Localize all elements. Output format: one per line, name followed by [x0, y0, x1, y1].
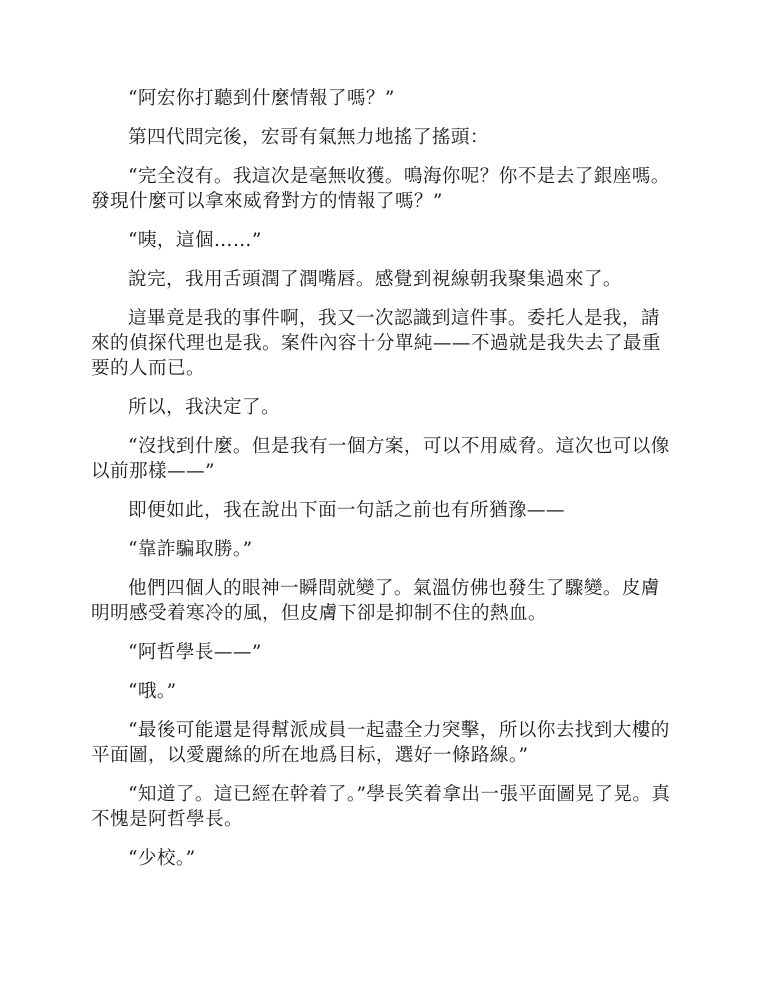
- paragraph: “沒找到什麼。但是我有一個方案，可以不用威脅。這次也可以像以前那樣——”: [91, 436, 670, 482]
- paragraph: “阿哲學長——”: [128, 642, 262, 663]
- paragraph: 所以，我決定了。: [128, 397, 280, 418]
- document-page: [91, 86, 673, 885]
- paragraph: “阿宏你打聽到什麼情報了嗎？”: [128, 88, 395, 109]
- paragraph: “完全沒有。我這次是毫無收獲。鳴海你呢？你不是去了銀座嗎。發現什麼可以拿來威脅對方的情報了嗎？”: [91, 166, 670, 212]
- paragraph: “靠詐騙取勝。”: [128, 539, 253, 560]
- paragraph: 第四代問完後，宏哥有氣無力地搖了搖頭：: [128, 127, 489, 148]
- paragraph: “咦，這個……”: [128, 230, 262, 251]
- paragraph: 即便如此，我在說出下面一句話之前也有所猶豫——: [128, 500, 565, 521]
- paragraph: “少校。”: [128, 848, 196, 869]
- paragraph: 說完，我用舌頭潤了潤嘴唇。感覺到視線朝我聚集過來了。: [128, 269, 622, 290]
- paragraph: “知道了。這已經在幹着了。”學長笑着拿出一張平面圖晃了晃。真不愧是阿哲學長。: [91, 784, 671, 830]
- paragraph: “哦。”: [128, 681, 177, 702]
- paragraph: “最後可能還是得幫派成員一起盡全力突擊，所以你去找到大樓的平面圖，以愛麗絲的所在地爲目标，選好一條路線。”: [91, 720, 670, 766]
- paragraph: 這畢竟是我的事件啊，我又一次認識到這件事。委托人是我，請來的偵探代理也是我。案件內容十分單純——不過就是我失去了最重要的人而已。: [91, 308, 661, 379]
- paragraph: 他們四個人的眼神一瞬間就變了。氣溫仿佛也發生了驟變。皮膚明明感受着寒冷的風，但皮膚下卻是抑制不住的熱血。: [91, 578, 660, 624]
